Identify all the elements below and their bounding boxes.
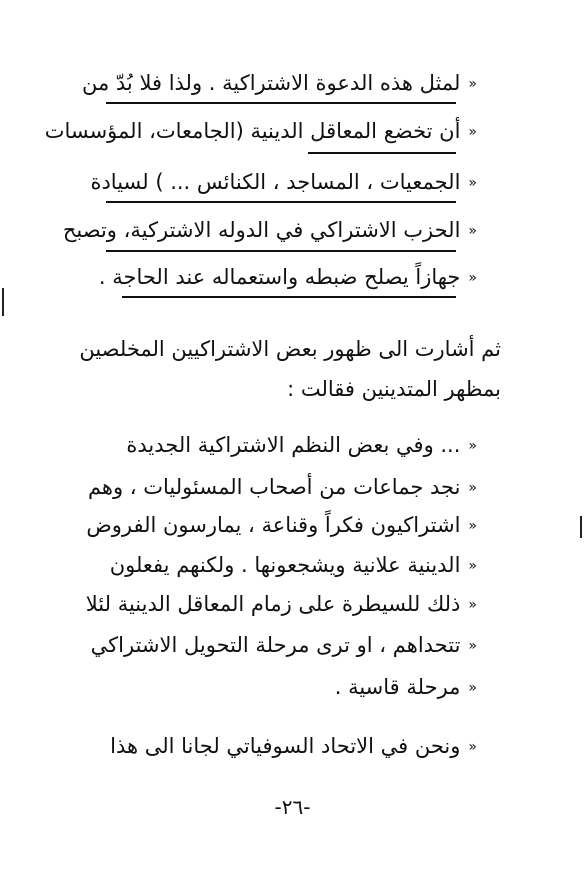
- narration-line: [287, 374, 501, 404]
- quote-mark: «: [468, 175, 477, 191]
- quote-mark: «: [468, 124, 477, 140]
- quote-mark: «: [468, 739, 477, 755]
- quoted-text: جهازاً يصلح ضبطه واستعماله عند الحاجة .: [98, 265, 461, 289]
- quoted-text: ونحن في الاتحاد السوفياتي لجانا الى هذا: [110, 734, 461, 758]
- underline-rule: [308, 152, 456, 154]
- quote-mark: «: [468, 597, 477, 613]
- quote-mark: «: [468, 680, 477, 696]
- underline-rule: [122, 296, 456, 298]
- quoted-text: تتحداهم ، او ترى مرحلة التحويل الاشتراكي: [90, 633, 461, 657]
- quoted-text: الدينية علانية ويشجعونها . ولكنهم يفعلون: [109, 553, 461, 577]
- quoted-text: الحزب الاشتراكي في الدوله الاشتركية، وتصبح: [62, 218, 461, 242]
- quoted-text: الجمعيات ، المساجد ، الكنائس ... ) لسيادة: [90, 170, 461, 194]
- quoted-line: [110, 550, 477, 581]
- quoted-line: [91, 630, 477, 661]
- narration-line: [79, 334, 501, 364]
- quoted-text: لمثل هذه الدعوة الاشتراكية . ولذا فلا بُدّ من: [82, 71, 461, 95]
- quote-mark: «: [468, 518, 477, 534]
- quote-mark: «: [468, 480, 477, 496]
- quoted-text: أن تخضع المعاقل الدينية (الجامعات، المؤسسات: [44, 119, 461, 143]
- quoted-line: [86, 510, 477, 541]
- quoted-text: ذلك للسيطرة على زمام المعاقل الدينية لئلا: [85, 592, 461, 616]
- quoted-text: نجد جماعات من أصحاب المسئوليات ، وهم: [87, 475, 461, 499]
- quote-mark: «: [468, 438, 477, 454]
- quote-mark: «: [468, 223, 477, 239]
- quoted-line: [99, 262, 477, 293]
- quoted-line: [63, 215, 477, 246]
- quote-mark: «: [468, 558, 477, 574]
- quoted-line: [126, 430, 477, 461]
- quoted-line: [82, 68, 477, 99]
- quoted-text: مرحلة قاسية .: [334, 675, 461, 699]
- narration-text: ثم أشارت الى ظهور بعض الاشتراكيين المخلصين: [79, 337, 501, 361]
- quoted-line: [86, 589, 477, 620]
- underline-rule: [106, 201, 456, 203]
- quoted-text: ... وفي بعض النظم الاشتراكية الجديدة: [126, 433, 461, 457]
- quoted-line: [45, 116, 477, 147]
- quote-mark: «: [468, 638, 477, 654]
- quote-mark: «: [468, 76, 477, 92]
- underline-rule: [106, 102, 456, 104]
- quote-mark: «: [468, 270, 477, 286]
- page-number: -٢٦-: [274, 795, 311, 819]
- quoted-line: [335, 672, 477, 703]
- quoted-line: [110, 731, 477, 762]
- scan-edge-mark: [2, 288, 4, 316]
- quoted-line: [88, 472, 477, 503]
- narration-text: بمظهر المتدينين فقالت :: [287, 377, 501, 401]
- quoted-text: اشتراكيون فكراً وقناعة ، يمارسون الفروض: [86, 513, 461, 537]
- underline-rule: [106, 250, 456, 252]
- scan-edge-mark: [580, 516, 582, 538]
- quoted-line: [90, 167, 477, 198]
